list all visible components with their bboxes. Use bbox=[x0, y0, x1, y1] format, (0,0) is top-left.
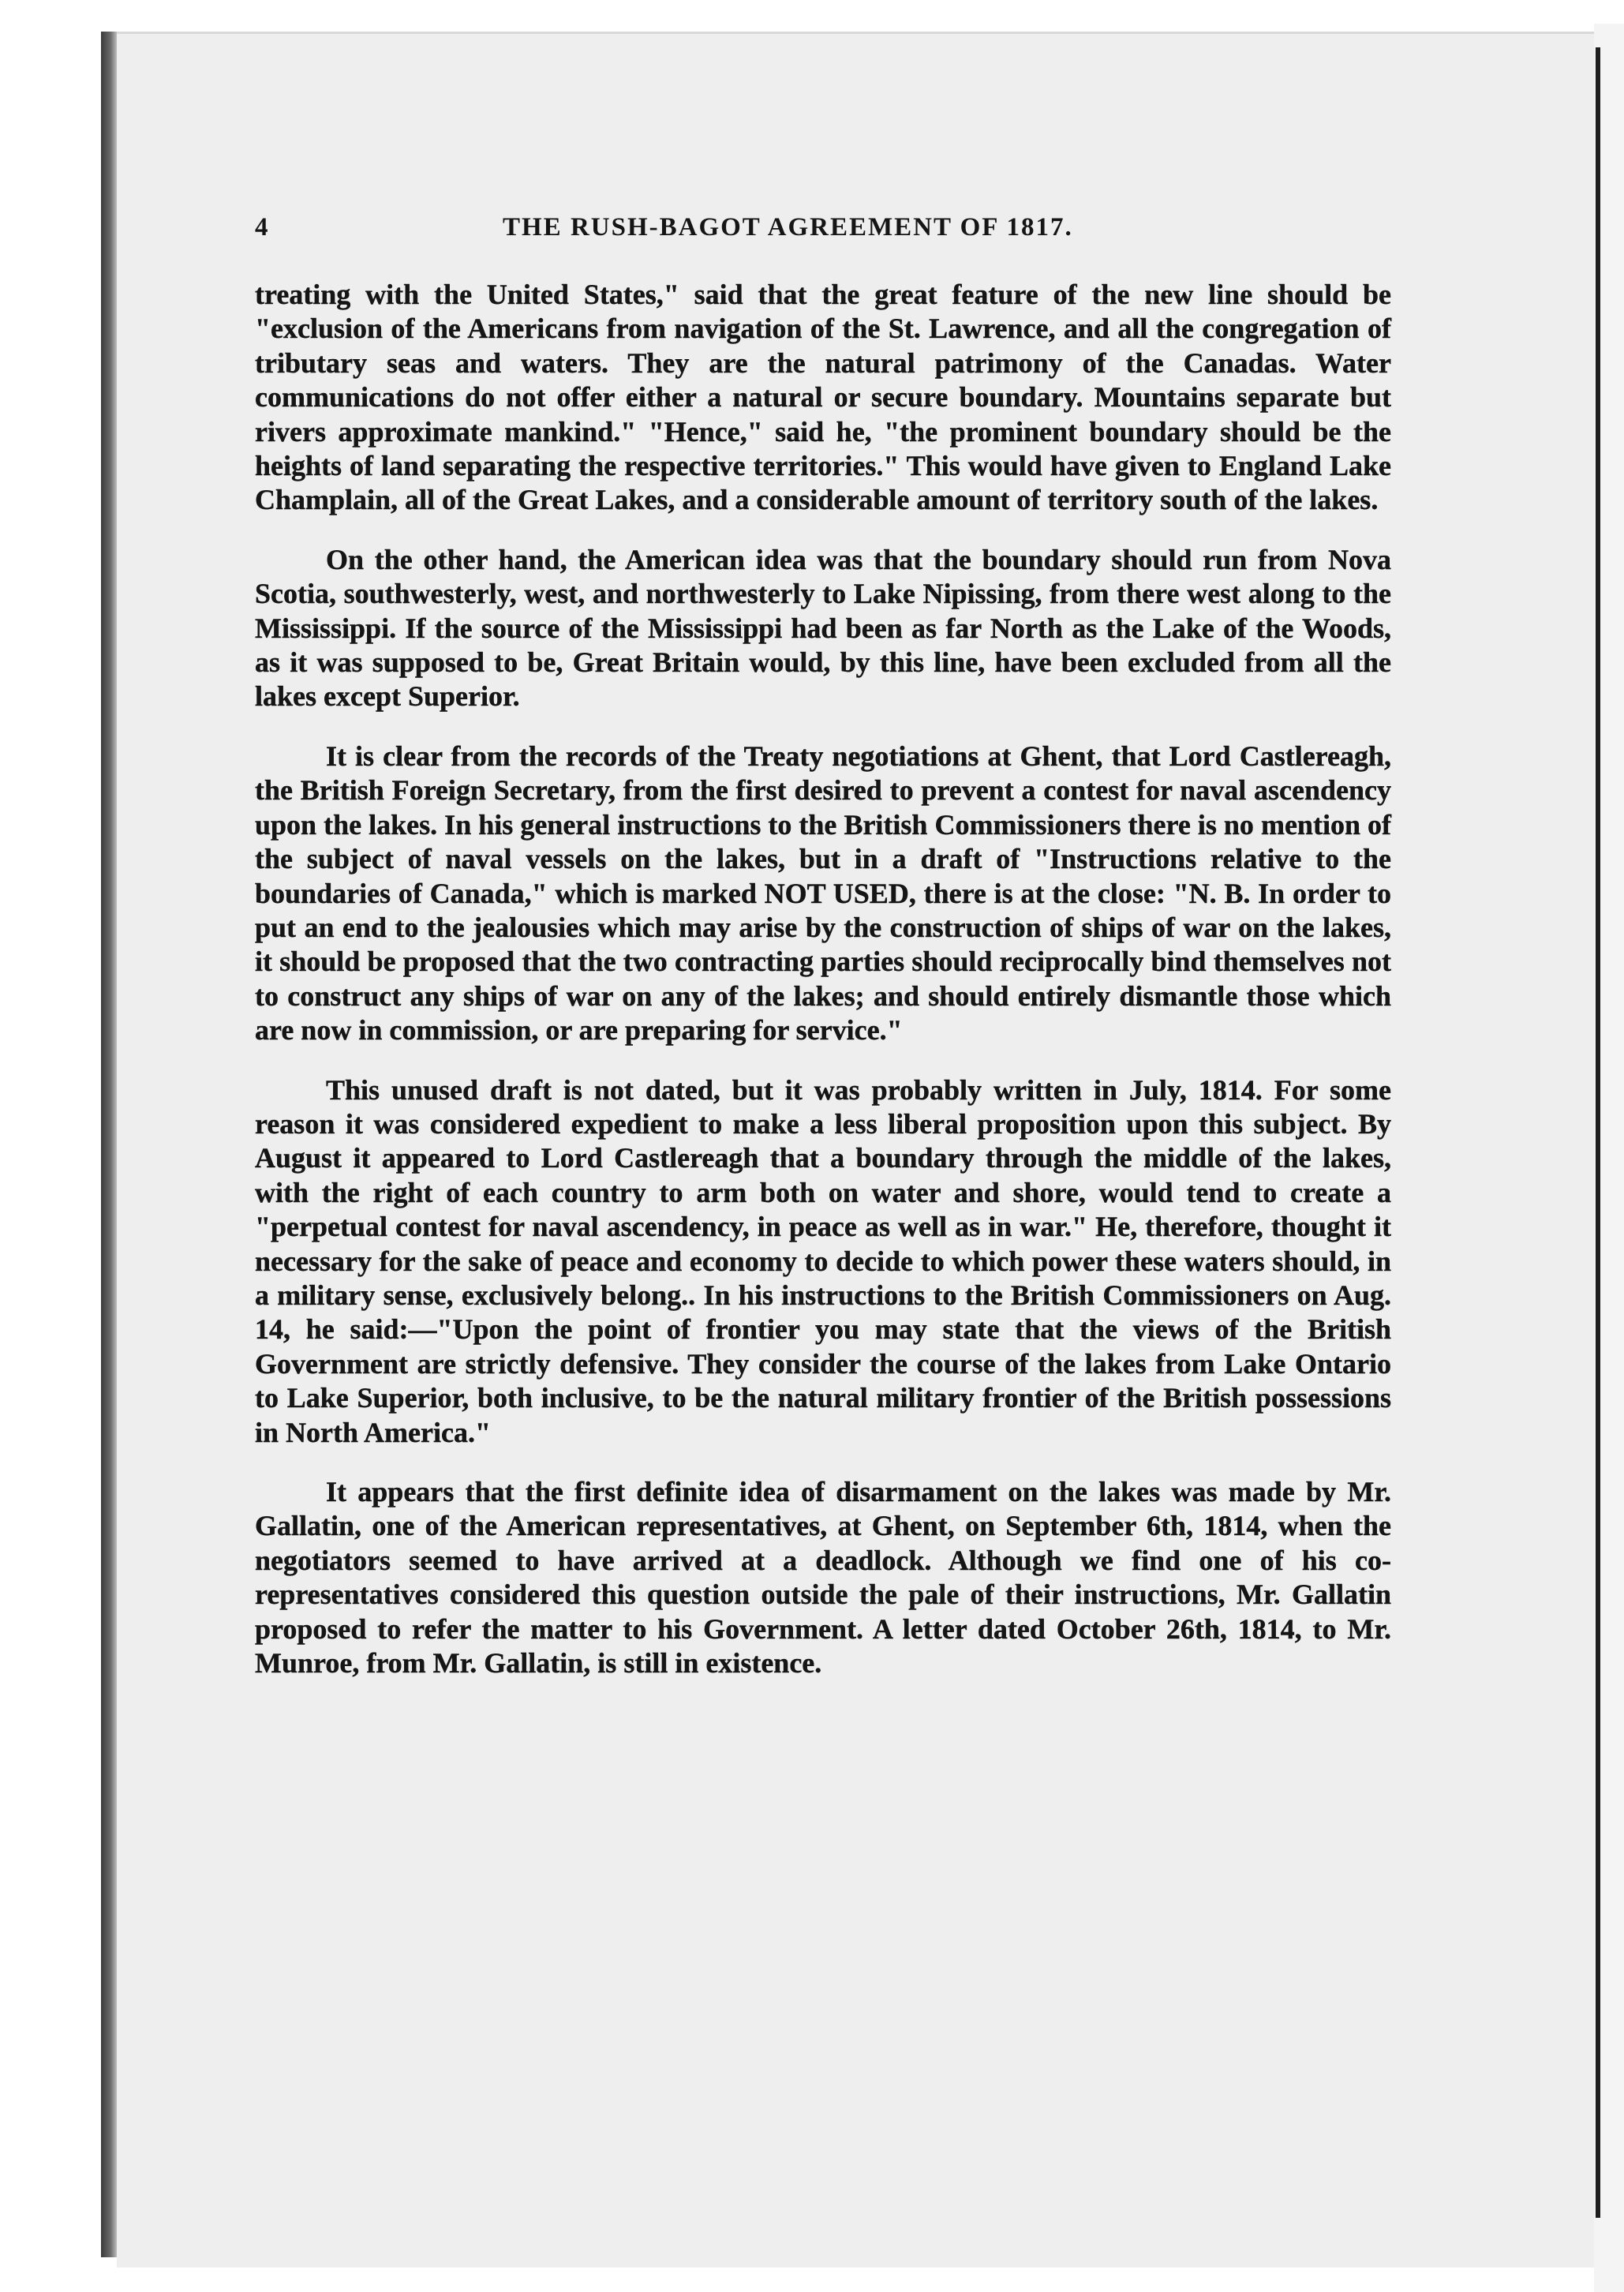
page-binding-shadow bbox=[101, 32, 117, 2257]
page-content bbox=[255, 213, 1391, 1680]
scan-margin-left bbox=[0, 0, 112, 2292]
page-edge-rule bbox=[1596, 47, 1600, 2218]
running-title: THE RUSH-BAGOT AGREEMENT OF 1817. bbox=[503, 213, 1073, 242]
paragraph: On the other hand, the American idea was that the boundary should run from Nova Scotia, southwesterly, west, and northwesterly to Lake Nipissing, from there west along to the Mississippi. If the source of the Mississippi had been as far North as the Lake of the Woods, as it was supposed to be, Great Britain would, by this line, have been excluded from all the lakes except Superior. bbox=[255, 543, 1391, 713]
paragraph: It is clear from the records of the Treaty negotiations at Ghent, that Lord Castlereagh, the British Foreign Secretary, from the first desired to prevent a contest for naval ascendency upon the lakes. In his general instructions to the British Commissioners there is no mention of the subject of naval vessels on the lakes, but in a draft of "Instructions relative to the boundaries of Canada," which is marked NOT USED, there is at the close: "N. B. In order to put an end to the jealousies which may arise by the construction of ships of war on the lakes, it should be proposed that the two contracting parties should reciprocally bind themselves not to construct any ships of war on any of the lakes; and should entirely dismantle those which are now in commission, or are preparing for service." bbox=[255, 740, 1391, 1047]
paragraph: It appears that the first definite idea of disarmament on the lakes was made by Mr. Gallatin, one of the American representatives, at Ghent, on September 6th, 1814, when the negotiators seemed to have arrived at a deadlock. Although we find one of his co-representatives considered this question outside the pale of their instructions, Mr. Gallatin proposed to refer the matter to his Government. A letter dated October 26th, 1814, to Mr. Munroe, from Mr. Gallatin, is still in existence. bbox=[255, 1476, 1391, 1680]
paragraph: This unused draft is not dated, but it was probably written in July, 1814. For some reason it was considered expedient to make a less liberal proposition upon this subject. By August it appeared to Lord Castlereagh that a boundary through the middle of the lakes, with the right of each country to arm both on water and shore, would tend to create a "perpetual contest for naval ascendency, in peace as well as in war." He, therefore, thought it necessary for the sake of peace and economy to decide to which power these waters should, in a military sense, exclusively belong.. In his instructions to the British Commissioners on Aug. 14, he said:—"Upon the point of frontier you may state that the views of the British Government are strictly defensive. They consider the course of the lakes from Lake Ontario to Lake Superior, both inclusive, to be the natural military frontier of the British possessions in North America." bbox=[255, 1073, 1391, 1448]
page-number: 4 bbox=[255, 213, 270, 242]
paragraph-continued: treating with the United States," said that the great feature of the new line should be "exclusion of the Americans from navigation of the St. Lawrence, and all the congregation of tributary seas and waters. They are the natural patrimony of the Canadas. Water communications do not offer either a natural or secure boundary. Mountains separate but rivers approximate mankind." "Hence," said he, "the prominent boundary should be the heights of land separating the respective territories." This would have given to England Lake Champlain, all of the Great Lakes, and a considerable amount of territory south of the lakes. bbox=[255, 279, 1391, 516]
running-header bbox=[255, 213, 1391, 260]
